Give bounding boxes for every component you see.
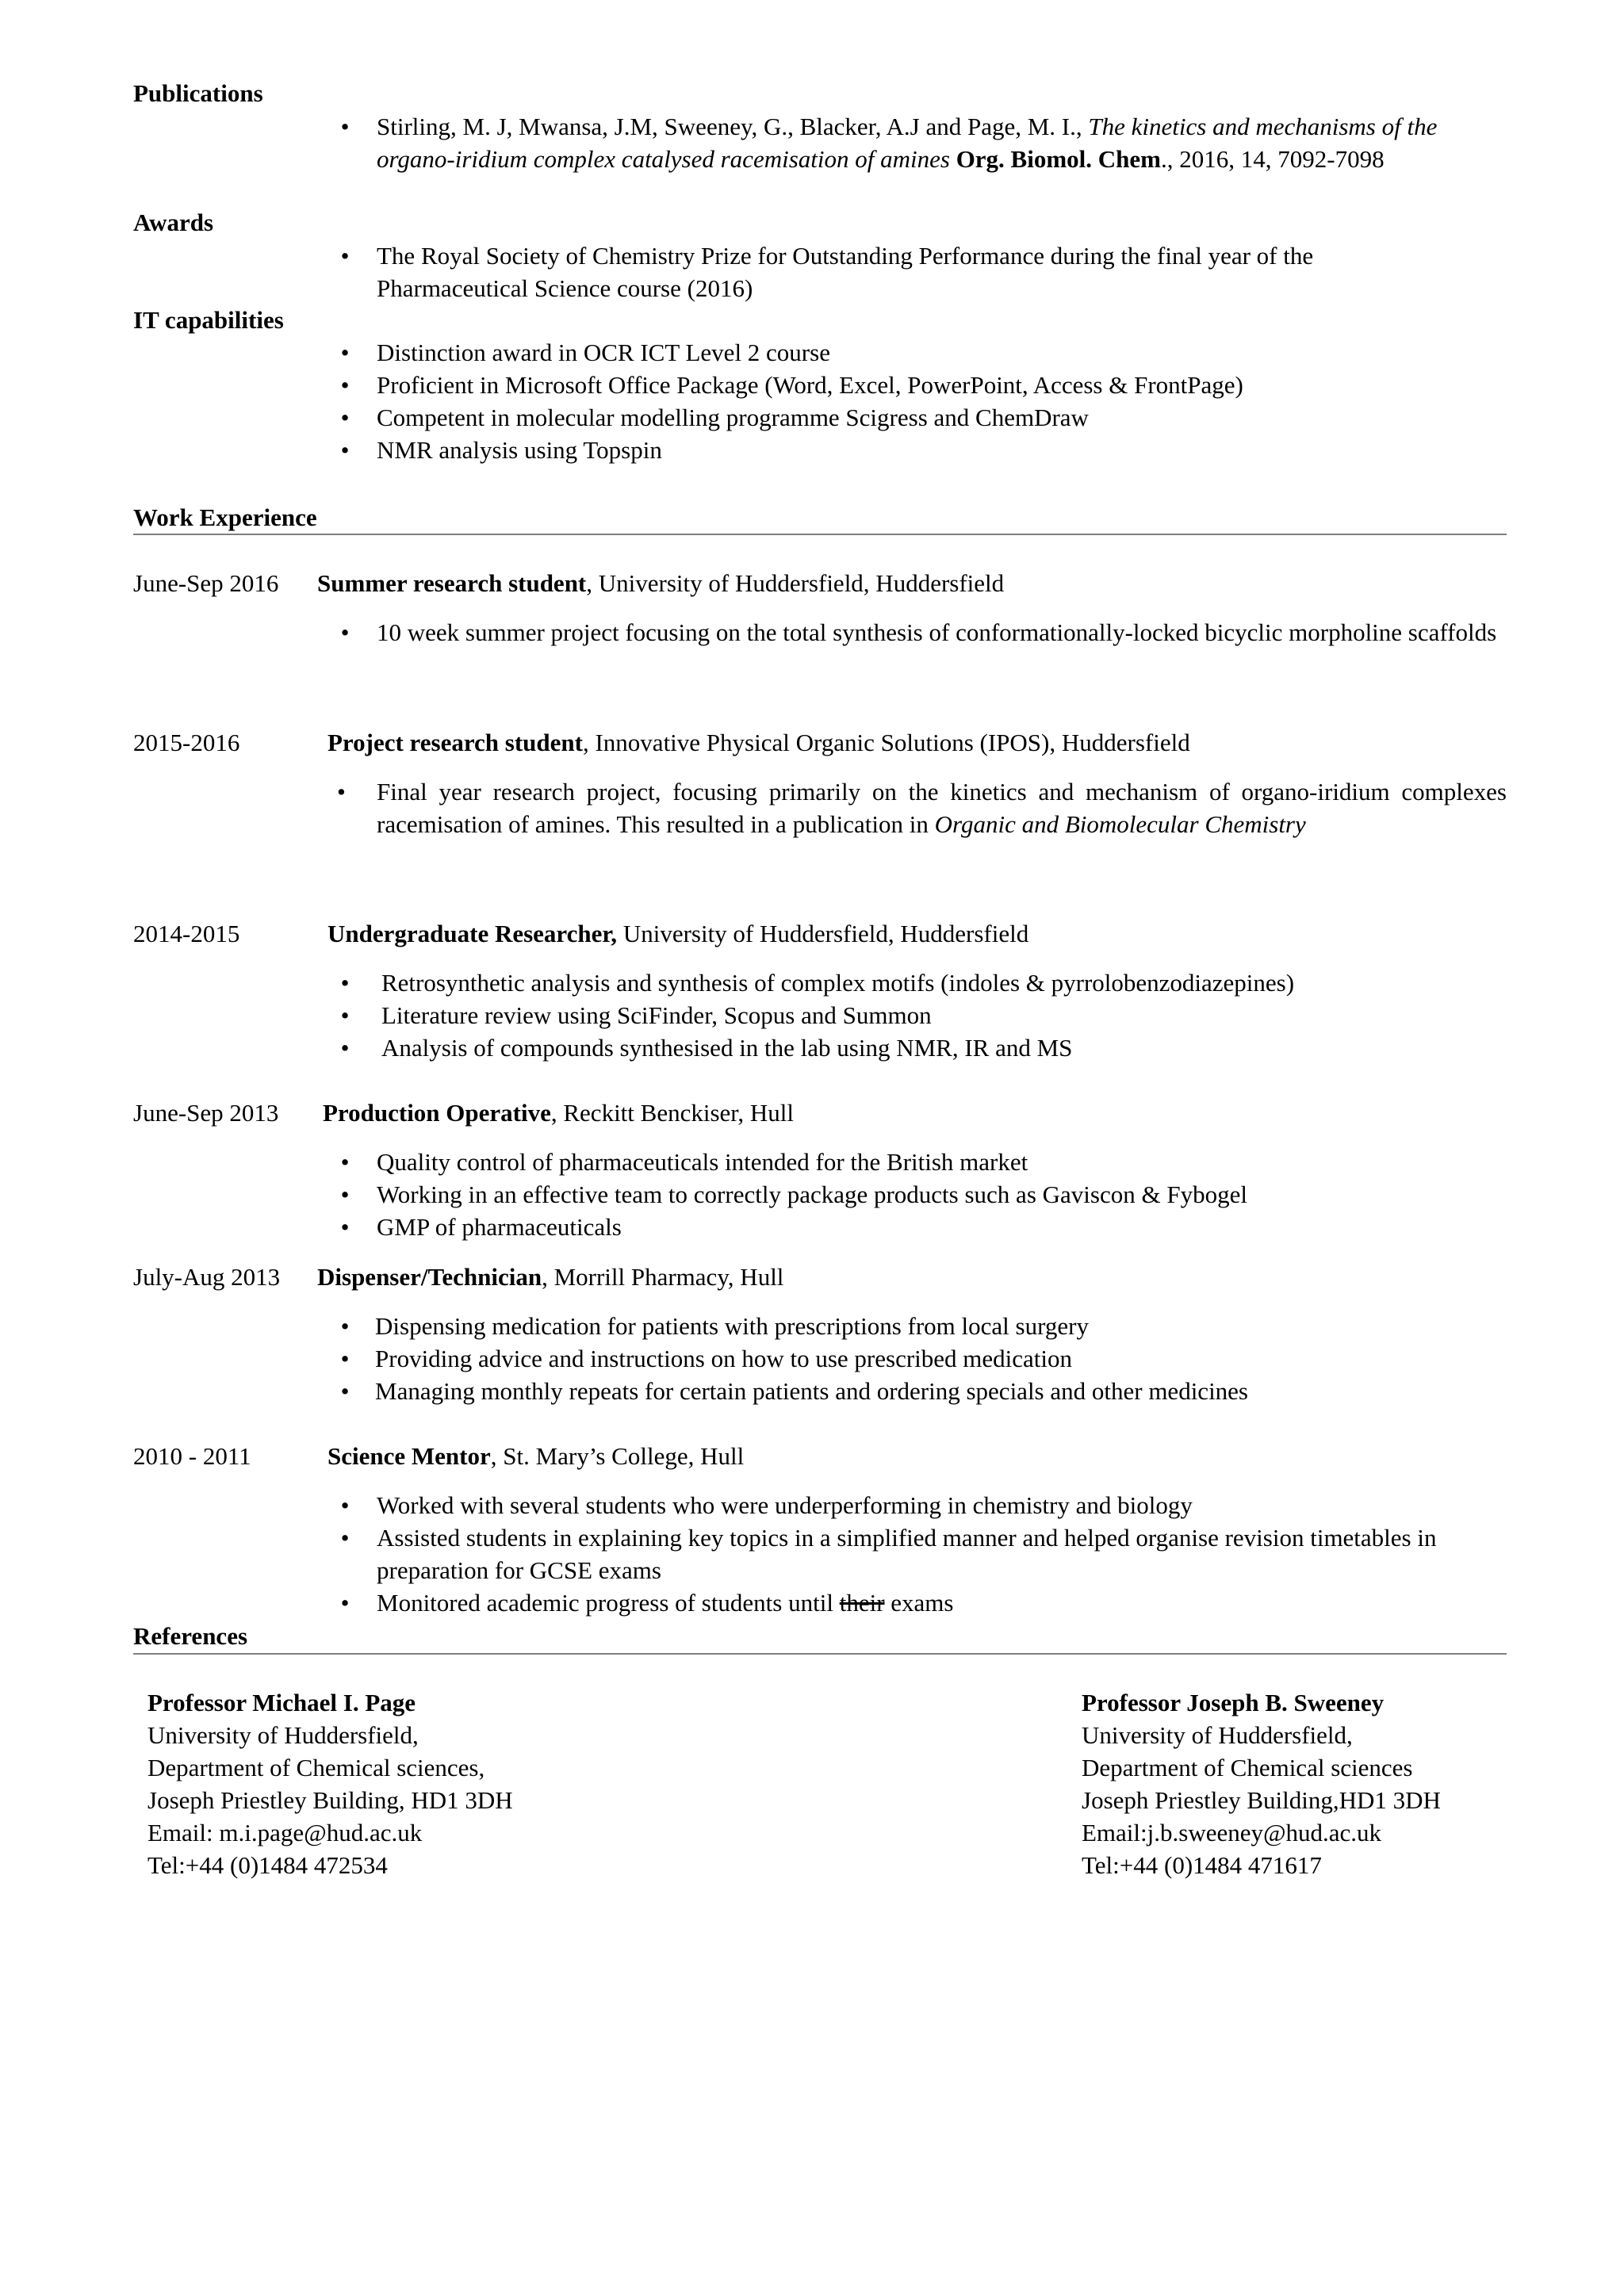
job-role: Science Mentor bbox=[327, 1442, 491, 1470]
list-item-text: Dispensing medication for patients with prescriptions from local surgery bbox=[375, 1312, 1089, 1340]
bullet-icon: • bbox=[340, 113, 350, 140]
publication-details: ., 2016, 14, 7092-7098 bbox=[1161, 145, 1385, 173]
job-title bbox=[317, 567, 1004, 599]
list-item-text: Distinction award in OCR ICT Level 2 course bbox=[377, 339, 830, 366]
job-org: , Reckitt Benckiser, Hull bbox=[550, 1099, 794, 1127]
publications-list bbox=[337, 110, 1507, 175]
list-item-text: NMR analysis using Topspin bbox=[377, 436, 662, 464]
list-item-text: Worked with several students who were underperforming in chemistry and biology bbox=[377, 1491, 1193, 1519]
list-item-text: 10 week summer project focusing on the total synthesis of conformationally-locked bicyclic morpholine scaffolds bbox=[377, 618, 1497, 646]
list-item bbox=[337, 1586, 1495, 1619]
list-item bbox=[337, 336, 1507, 369]
list-item-text: Monitored academic progress of students until bbox=[377, 1589, 840, 1617]
list-item-text: Working in an effective team to correctly package products such as Gaviscon & Fybogel bbox=[377, 1181, 1247, 1208]
bullet-icon: • bbox=[340, 1034, 350, 1062]
job-bullets bbox=[337, 775, 1507, 840]
list-item-text: Assisted students in explaining key topics in a simplified manner and helped organise revision timetables in preparation for GCSE exams bbox=[377, 1524, 1437, 1584]
list-item bbox=[337, 966, 1507, 999]
job-org: , Innovative Physical Organic Solutions (IPOS), Huddersfield bbox=[582, 729, 1190, 756]
list-item-text-end: exams bbox=[884, 1589, 954, 1617]
bullet-icon: • bbox=[340, 371, 350, 399]
list-item bbox=[337, 999, 1507, 1031]
it-capabilities-list bbox=[337, 336, 1507, 466]
list-item-text: Retrosynthetic analysis and synthesis of complex motifs (indoles & pyrrolobenzodiazepines) bbox=[381, 969, 1295, 997]
reference-email[interactable]: Email: m.i.page@hud.ac.uk bbox=[147, 1819, 423, 1846]
list-item-text: GMP of pharmaceuticals bbox=[377, 1213, 622, 1241]
list-item bbox=[337, 1310, 1507, 1342]
job-date: July-Aug 2013 bbox=[133, 1263, 281, 1291]
job-date: June-Sep 2016 bbox=[133, 569, 279, 597]
job-title bbox=[317, 1261, 783, 1293]
bullet-icon: • bbox=[340, 1181, 350, 1208]
bullet-icon: • bbox=[340, 1524, 350, 1552]
list-item bbox=[337, 1489, 1495, 1521]
job-org: , Morrill Pharmacy, Hull bbox=[542, 1263, 784, 1291]
list-item-text: Analysis of compounds synthesised in the lab using NMR, IR and MS bbox=[381, 1034, 1073, 1062]
list-item bbox=[337, 369, 1507, 401]
bullet-icon: • bbox=[340, 436, 350, 464]
list-item-text: Quality control of pharmaceuticals intended for the British market bbox=[377, 1148, 1028, 1176]
job-title bbox=[327, 726, 1190, 759]
reference-email[interactable]: Email:j.b.sweeney@hud.ac.uk bbox=[1082, 1819, 1382, 1846]
award-item bbox=[337, 239, 1463, 304]
list-item-text: Final year research project, focusing primarily on the kinetics and mechanism of organo-iridium complexes racemisation of amines. This resulted in a publication in bbox=[377, 778, 1507, 838]
reference-line: University of Huddersfield, bbox=[1082, 1721, 1353, 1749]
list-item-text: Literature review using SciFinder, Scopus and Summon bbox=[381, 1001, 932, 1029]
bullet-icon: • bbox=[340, 618, 350, 646]
job-bullets bbox=[337, 966, 1507, 1064]
reference-line: University of Huddersfield, bbox=[147, 1721, 419, 1749]
reference-name: Professor Michael I. Page bbox=[147, 1689, 416, 1716]
list-item bbox=[337, 775, 1507, 840]
list-item bbox=[337, 401, 1507, 434]
awards-heading: Awards bbox=[133, 209, 214, 236]
list-item-text: Competent in molecular modelling programme Scigress and ChemDraw bbox=[377, 404, 1089, 431]
list-item bbox=[337, 1521, 1495, 1586]
job-org: University of Huddersfield, Huddersfield bbox=[617, 920, 1029, 947]
job-org: , St. Mary’s College, Hull bbox=[490, 1442, 745, 1470]
references-heading: References bbox=[133, 1622, 248, 1650]
reference-block bbox=[1082, 1686, 1589, 1881]
list-item bbox=[337, 1178, 1507, 1211]
job-bullets bbox=[337, 616, 1507, 649]
job-date: 2015-2016 bbox=[133, 729, 240, 756]
list-item bbox=[337, 616, 1507, 649]
job-org: , University of Huddersfield, Huddersfield bbox=[586, 569, 1005, 597]
list-item bbox=[337, 434, 1507, 466]
reference-line: Joseph Priestley Building, HD1 3DH bbox=[147, 1786, 513, 1814]
bullet-icon: • bbox=[337, 778, 346, 806]
list-item bbox=[337, 1342, 1507, 1375]
reference-phone: Tel:+44 (0)1484 471617 bbox=[1082, 1851, 1322, 1879]
award-text: The Royal Society of Chemistry Prize for Outstanding Performance during the final year of the Pharmaceutical Science course (2016) bbox=[377, 242, 1314, 302]
bullet-icon: • bbox=[340, 1001, 350, 1029]
list-item bbox=[337, 1146, 1507, 1178]
publication-space bbox=[950, 145, 956, 173]
work-experience-heading: Work Experience bbox=[133, 503, 317, 531]
section-divider bbox=[133, 534, 1507, 535]
job-bullets bbox=[337, 1310, 1507, 1407]
bullet-icon: • bbox=[340, 242, 350, 270]
job-date: 2010 - 2011 bbox=[133, 1442, 251, 1470]
reference-line: Department of Chemical sciences bbox=[1082, 1754, 1413, 1781]
publications-heading: Publications bbox=[133, 79, 263, 107]
job-title bbox=[327, 1440, 744, 1472]
reference-phone: Tel:+44 (0)1484 472534 bbox=[147, 1851, 388, 1879]
bullet-icon: • bbox=[340, 1377, 350, 1405]
bullet-icon: • bbox=[340, 1345, 350, 1372]
job-role: Dispenser/Technician bbox=[317, 1263, 542, 1291]
job-role: Summer research student bbox=[317, 569, 587, 597]
bullet-icon: • bbox=[340, 1312, 350, 1340]
job-date: 2014-2015 bbox=[133, 920, 240, 947]
reference-block bbox=[147, 1686, 703, 1881]
publication-item bbox=[337, 110, 1507, 175]
publication-authors: Stirling, M. J, Mwansa, J.M, Sweeney, G., Blacker, A.J and Page, M. I., bbox=[377, 113, 1089, 140]
bullet-icon: • bbox=[340, 1589, 350, 1617]
list-item bbox=[337, 1031, 1507, 1064]
list-item-text: Managing monthly repeats for certain patients and ordering specials and other medicines bbox=[375, 1377, 1248, 1405]
bullet-icon: • bbox=[340, 969, 350, 997]
bullet-icon: • bbox=[340, 339, 350, 366]
job-bullets bbox=[337, 1489, 1495, 1619]
journal-name: Organic and Biomolecular Chemistry bbox=[934, 810, 1306, 838]
list-item bbox=[337, 1375, 1507, 1407]
job-role: Project research student bbox=[327, 729, 583, 756]
job-role: Undergraduate Researcher, bbox=[327, 920, 618, 947]
job-title bbox=[323, 1096, 794, 1129]
reference-name: Professor Joseph B. Sweeney bbox=[1082, 1689, 1385, 1716]
bullet-icon: • bbox=[340, 1148, 350, 1176]
job-bullets bbox=[337, 1146, 1507, 1243]
bullet-icon: • bbox=[340, 1491, 350, 1519]
job-title bbox=[327, 917, 1028, 950]
bullet-icon: • bbox=[340, 1213, 350, 1241]
struck-word: their bbox=[839, 1589, 885, 1617]
list-item-text: Proficient in Microsoft Office Package (Word, Excel, PowerPoint, Access & FrontPage) bbox=[377, 371, 1243, 399]
list-item bbox=[337, 1211, 1507, 1243]
publication-journal: Org. Biomol. Chem bbox=[956, 145, 1161, 173]
job-date: June-Sep 2013 bbox=[133, 1099, 279, 1127]
section-divider bbox=[133, 1653, 1507, 1655]
reference-line: Department of Chemical sciences, bbox=[147, 1754, 485, 1781]
reference-line: Joseph Priestley Building,HD1 3DH bbox=[1082, 1786, 1441, 1814]
bullet-icon: • bbox=[340, 404, 350, 431]
publication-title: The kinetics and mechanisms of the organo-iridium complex catalysed racemisation of amines bbox=[377, 113, 1438, 173]
awards-list bbox=[337, 239, 1463, 304]
job-role: Production Operative bbox=[323, 1099, 551, 1127]
it-capabilities-heading: IT capabilities bbox=[133, 306, 284, 334]
list-item-text: Providing advice and instructions on how to use prescribed medication bbox=[375, 1345, 1073, 1372]
